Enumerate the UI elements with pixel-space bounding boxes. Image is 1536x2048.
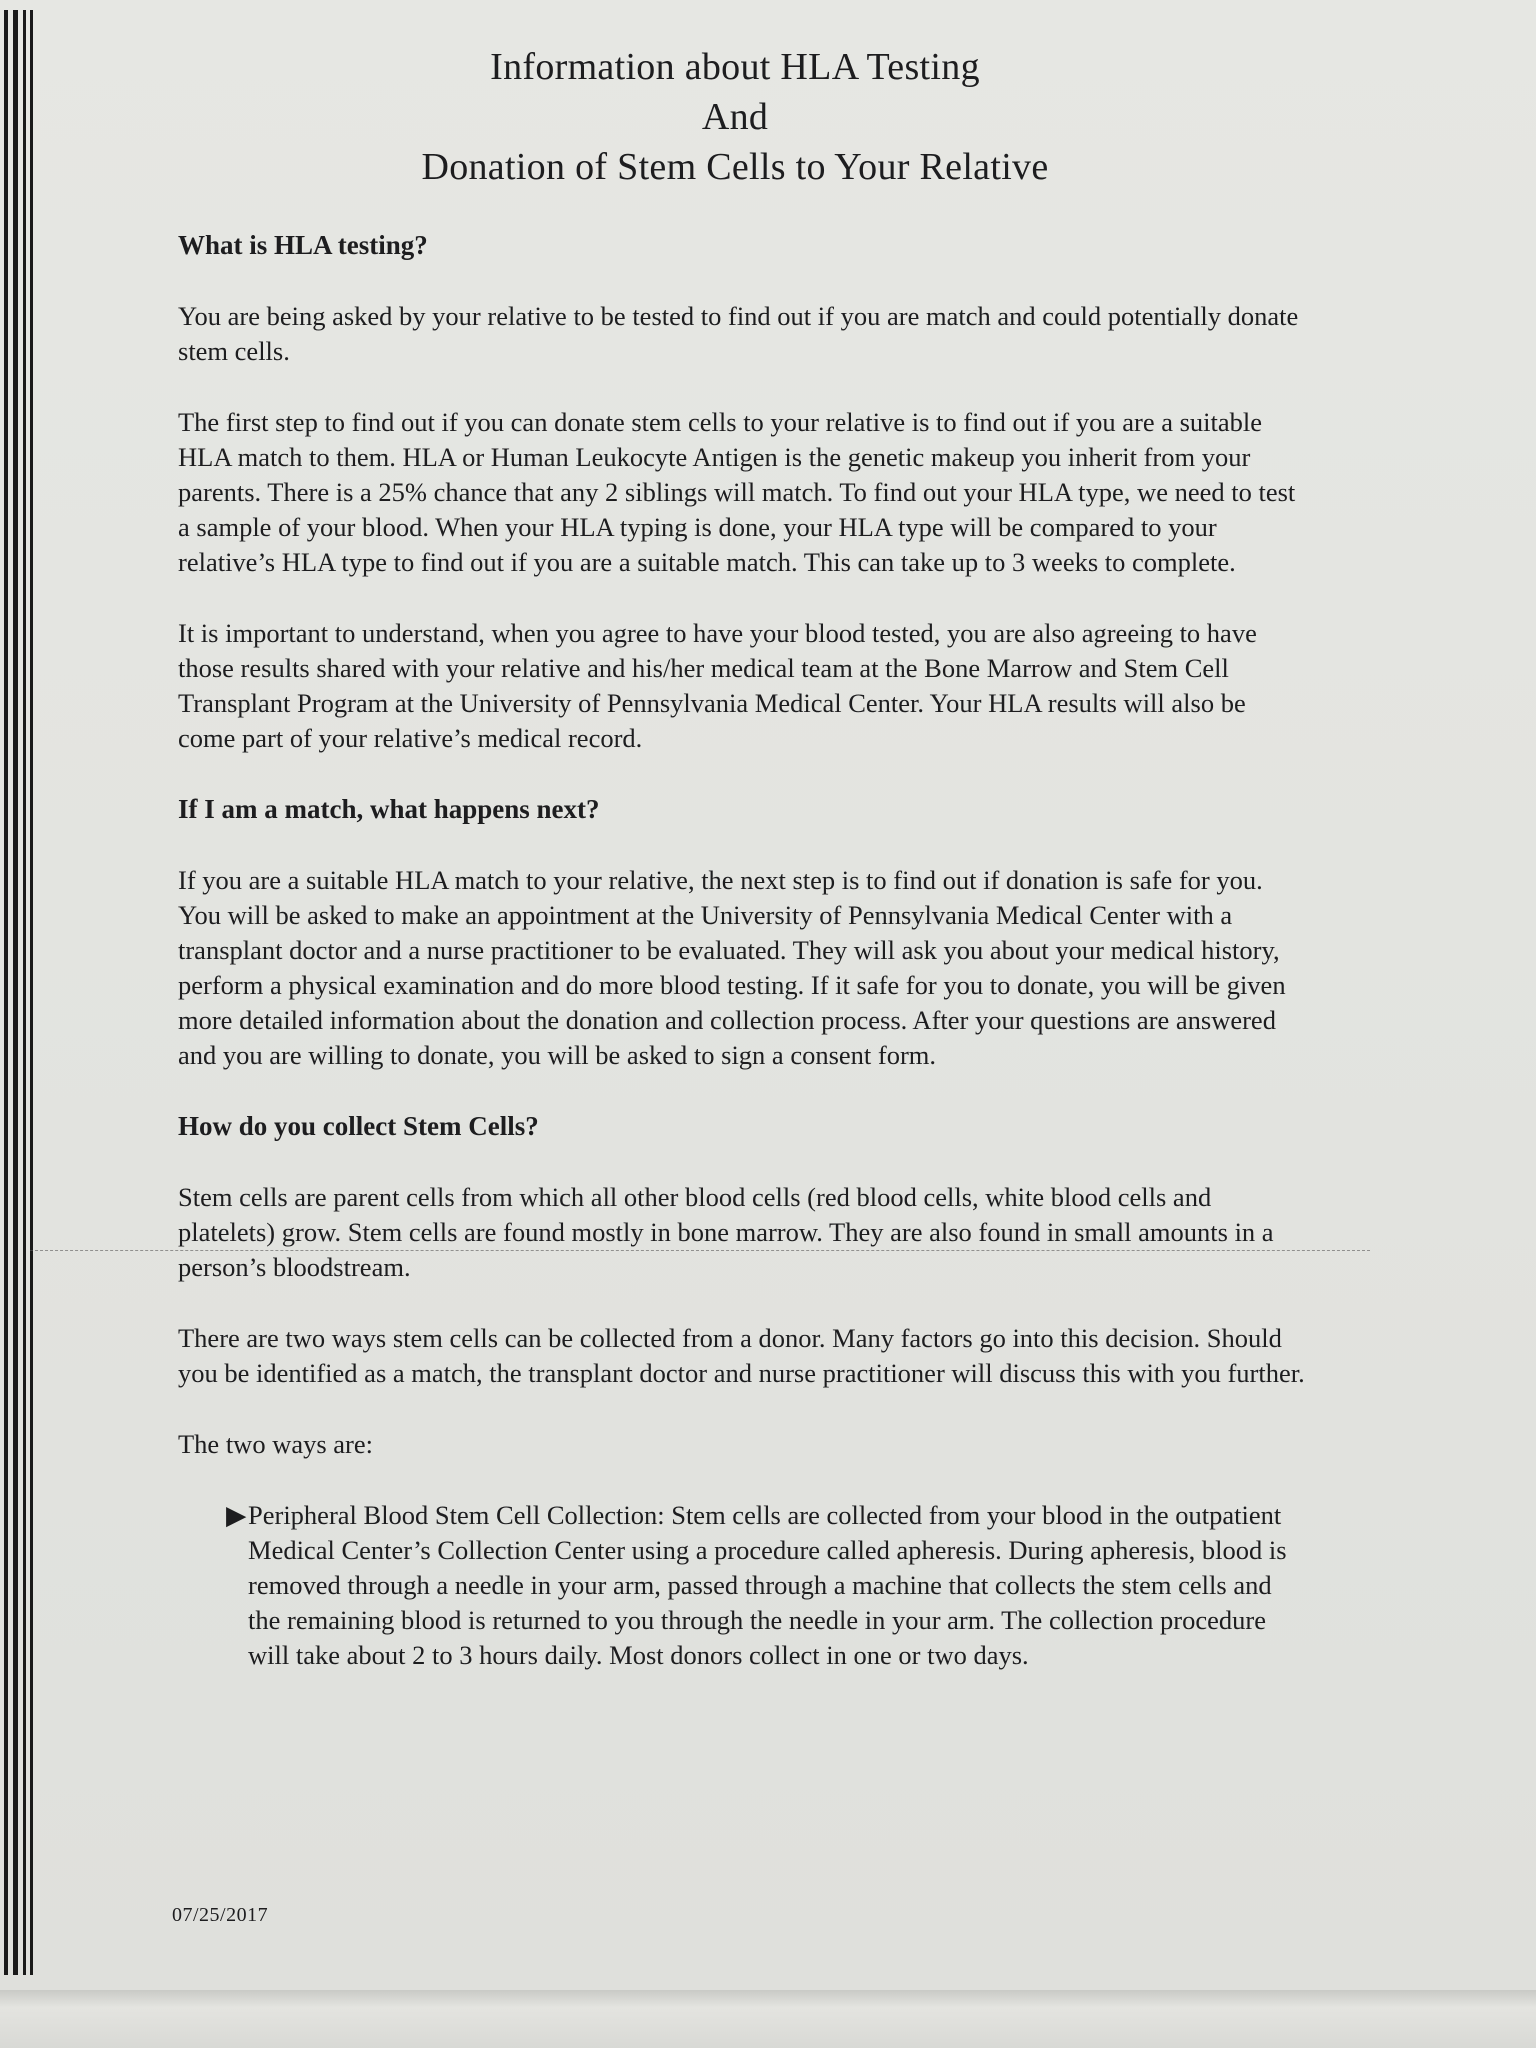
paragraph: It is important to understand, when you agree to have your blood tested, you are also agreeing to have those results shared with your relative and his/her medical team at the Bone Marrow and Stem Cell Transplant Program at the University of Pennsylvania Medical Center. Your HLA results will also be come part of your relative’s medical record. — [178, 618, 1257, 753]
document-body — [178, 228, 1308, 1673]
bullet-triangle-icon: ▶ — [226, 1500, 247, 1530]
title-line-1: Information about HLA Testing — [490, 46, 980, 88]
title-line-3: Donation of Stem Cells to Your Relative — [421, 146, 1049, 188]
binder-edge-lines — [4, 10, 38, 1975]
title-line-2: And — [701, 96, 769, 138]
bullet-item-peripheral-blood — [226, 1498, 1308, 1673]
paragraph: You are being asked by your relative to be tested to find out if you are match and could potentially donate stem cells. — [178, 301, 1299, 366]
bullet-text: Peripheral Blood Stem Cell Collection: Stem cells are collected from your blood in the outpatient Medical Center’s Collection Center using a procedure called apheresis. During apheresis, blood is removed through a needle in your arm, passed through a machine that collects the stem cells and the remaining blood is returned to you through the needle in your arm. The collection procedure will take about 2 to 3 hours daily. Most donors collect in one or two days. — [248, 1500, 1287, 1670]
section-heading-hla-testing: What is HLA testing? — [178, 230, 428, 260]
document-title — [300, 42, 1170, 192]
paragraph: The first step to find out if you can donate stem cells to your relative is to find out if you are a suitable HLA match to them. HLA or Human Leukocyte Antigen is the genetic makeup you inherit from your parents. There is a 25% chance that any 2 siblings will match. To find out your HLA type, we need to test a sample of your blood. When your HLA typing is done, your HLA type will be compared to your relative’s HLA type to find out if you are a suitable match. This can take up to 3 weeks to complete. — [178, 407, 1296, 577]
document-date: 07/25/2017 — [172, 1904, 269, 1926]
section-heading-match-next: If I am a match, what happens next? — [178, 794, 600, 824]
paragraph: If you are a suitable HLA match to your relative, the next step is to find out if donation is safe for you. You will be asked to make an appointment at the University of Pennsylvania Medical Center with a transplant doctor and a nurse practitioner to be evaluated. They will ask you about your medical history, perform a physical examination and do more blood testing. If it safe for you to donate, you will be given more detailed information about the donation and collection process. After your questions are answered and you are willing to donate, you will be asked to sign a consent form. — [178, 865, 1286, 1070]
paragraph: Stem cells are parent cells from which all other blood cells (red blood cells, white blood cells and platelets) grow. Stem cells are found mostly in bone marrow. They are also found in small amounts in a person’s bloodstream. — [178, 1182, 1274, 1282]
section-heading-collect-stem-cells: How do you collect Stem Cells? — [178, 1111, 539, 1141]
paragraph: There are two ways stem cells can be collected from a donor. Many factors go into this decision. Should you be identified as a match, the transplant doctor and nurse practitioner will discuss this with you further. — [178, 1323, 1305, 1388]
paragraph: The two ways are: — [178, 1429, 373, 1459]
desk-surface — [0, 1990, 1536, 2048]
